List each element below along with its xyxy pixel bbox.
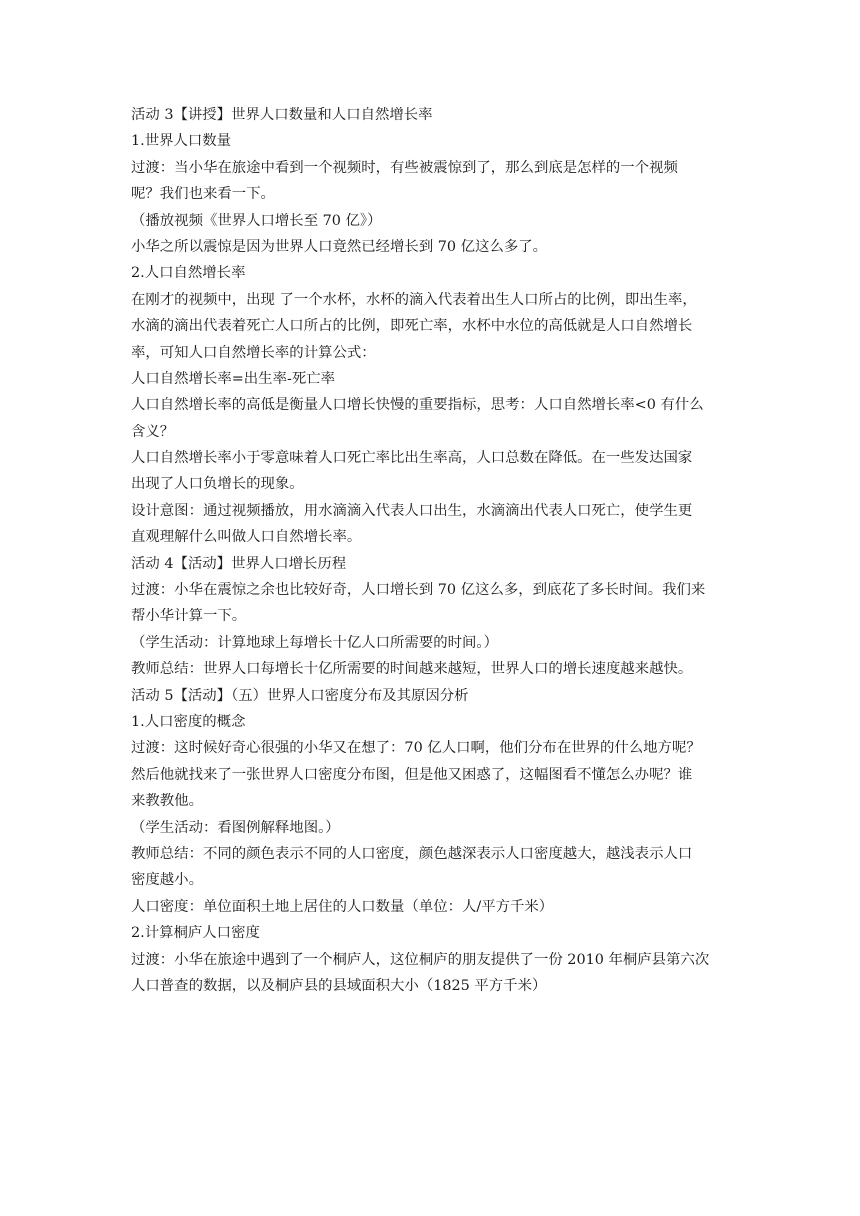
paragraph-line: 过渡：小华在旅途中遇到了一个桐庐人，这位桐庐的朋友提供了一份 2010 年桐庐县第六次 — [131, 951, 710, 968]
paragraph-line: 在刚才的视频中，出现 了一个水杯，水杯的滴入代表着出生人口所占的比例，即出生率， — [131, 291, 697, 308]
paragraph-line: 直观理解什么叫做人口自然增长率。 — [131, 529, 362, 546]
paragraph-line: 呢？我们也来看一下。 — [131, 186, 275, 203]
paragraph-line: 人口自然增长率小于零意味着人口死亡率比出生率高，人口总数在降低。在一些发达国家 — [131, 450, 693, 467]
paragraph-line: 设计意图：通过视频播放，用水滴滴入代表人口出生，水滴滴出代表人口死亡，使学生更 — [131, 502, 693, 519]
formula-line: 人口自然增长率=出生率-死亡率 — [131, 370, 335, 387]
paragraph-line: 帮小华计算一下。 — [131, 608, 247, 625]
paragraph-line: 过渡：小华在震惊之余也比较好奇，人口增长到 70 亿这么多，到底花了多长时间。我们来 — [131, 582, 706, 599]
subheading-tonglu-density: 2.计算桐庐人口密度 — [131, 925, 260, 942]
paragraph-line: 教师总结：不同的颜色表示不同的人口密度，颜色越深表示人口密度越大，越浅表示人口 — [131, 845, 693, 862]
paragraph-line: （学生活动：计算地球上每增长十亿人口所需要的时间。） — [131, 634, 498, 651]
paragraph-line: 率，可知人口自然增长率的计算公式： — [131, 344, 376, 361]
subheading-density-concept: 1.人口密度的概念 — [131, 713, 246, 730]
paragraph-line: 出现了人口负增长的现象。 — [131, 476, 304, 493]
paragraph-line: 水滴的滴出代表着死亡人口所占的比例，即死亡率，水杯中水位的高低就是人口自然增长 — [131, 318, 693, 335]
paragraph-line: 密度越小。 — [131, 872, 203, 889]
paragraph-line: 小华之所以震惊是因为世界人口竟然已经增长到 70 亿这么多了。 — [131, 238, 548, 255]
subheading-natural-growth-rate: 2.人口自然增长率 — [131, 265, 246, 282]
paragraph-line: （播放视频《世界人口增长至 70 亿》） — [131, 212, 382, 229]
paragraph-line: 过渡：当小华在旅途中看到一个视频时，有些被震惊到了，那么到底是怎样的一个视频 — [131, 159, 678, 176]
subheading-world-population: 1.世界人口数量 — [131, 133, 232, 150]
paragraph-line: 来教教他。 — [131, 793, 203, 810]
paragraph-line: 过渡：这时候好奇心很强的小华又在想了：70 亿人口啊，他们分布在世界的什么地方呢？ — [131, 740, 701, 757]
heading-activity-3: 活动 3【讲授】世界人口数量和人口自然增长率 — [131, 107, 433, 123]
paragraph-line: 含义？ — [131, 423, 175, 440]
heading-activity-5: 活动 5【活动】（五）世界人口密度分布及其原因分析 — [131, 687, 469, 704]
paragraph-line: 人口普查的数据，以及桐庐县的县域面积大小（1825 平方千米） — [131, 977, 547, 994]
document-body — [131, 102, 731, 999]
paragraph-line: 人口自然增长率的高低是衡量人口增长快慢的重要指标，思考：人口自然增长率<0 有什么 — [131, 397, 704, 414]
heading-activity-4: 活动 4【活动】世界人口增长历程 — [131, 555, 347, 572]
definition-line: 人口密度：单位面积土地上居住的人口数量（单位：人/平方千米） — [131, 898, 554, 915]
paragraph-line: 教师总结：世界人口每增长十亿所需要的时间越来越短，世界人口的增长速度越来越快。 — [131, 661, 693, 678]
paragraph-line: 然后他就找来了一张世界人口密度分布图，但是他又困惑了，这幅图看不懂怎么办呢？谁 — [131, 766, 693, 783]
paragraph-line: （学生活动：看图例解释地图。） — [131, 819, 340, 836]
